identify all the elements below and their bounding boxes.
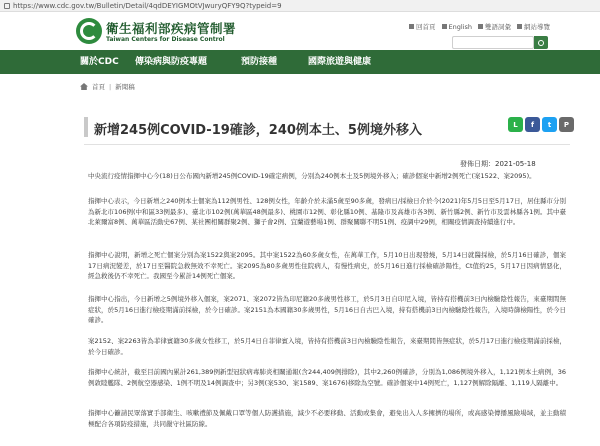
- breadcrumb: [80, 82, 135, 91]
- search-icon: [538, 40, 544, 46]
- print-icon[interactable]: P: [559, 117, 574, 132]
- breadcrumb-home[interactable]: 首頁: [92, 83, 105, 91]
- site-header: [0, 12, 600, 50]
- main-nav: [0, 50, 600, 74]
- article-paragraph: 案2152、案2263皆為菲律賓籍30多歲女性移工，於5月4日自菲律賓入境，皆持有搭機前3日內檢驗陰性報告，來臺期間皆無症狀，於5月17日進行檢疫期滿前採檢，於今日確診。: [88, 337, 566, 356]
- home-icon[interactable]: [80, 83, 88, 90]
- logo-icon[interactable]: [76, 18, 102, 44]
- nav-item-diseases[interactable]: 傳染病與防疫專題: [135, 57, 208, 67]
- line-share-icon[interactable]: L: [508, 117, 523, 132]
- top-link-sitemap[interactable]: 網站導覽: [517, 22, 550, 31]
- title-accent-bar: [84, 117, 88, 137]
- publish-date: 發佈日期：2021-05-18: [460, 160, 536, 168]
- article-paragraph: 指揮中心統計，截至目前國內累計261,389例新型冠狀病毒肺炎相關通報(含244,409例排除)，其中2,260例確診，分別為1,086例境外移入，1,121例本土病例，36例敦睦艦隊、2例航空器感染、1例不明及14例調查中；另3例(案530、案1589、案1676)移除為空號。確診個案中14例死亡，1,127例解除隔離、1,119人隔離中。: [88, 368, 566, 387]
- nav-item-vaccination[interactable]: 預防接種: [241, 57, 278, 67]
- globe-icon: [442, 24, 447, 29]
- top-link-glossary[interactable]: 雙語詞彙: [478, 22, 511, 31]
- url-text[interactable]: https://www.cdc.gov.tw/Bulletin/Detail/4qdDEYIGMOtVJwuryQFY9Q?typeid=9: [13, 1, 282, 10]
- lock-icon: [4, 3, 10, 9]
- breadcrumb-separator: |: [109, 82, 112, 91]
- search-input[interactable]: [452, 36, 534, 49]
- site-title[interactable]: 衛生福利部疾病管制署: [106, 21, 237, 36]
- top-link-english[interactable]: English: [442, 22, 472, 31]
- article-paragraph: 中央流行疫情指揮中心今(18)日公布國內新增245例COVID-19確定病例，分別為240例本土及5例境外移入；確診個案中新增2例死亡(案1522、案2095)。: [88, 172, 536, 180]
- article-paragraph: 指揮中心說明，新增之死亡個案分別為案1522與案2095。其中案1522為60多歲女性，在萬華工作，5月10日出現發燒，5月14日就醫採檢，於5月16日確診，個案17日病況變差，於17日至醫院急救無效不幸死亡。案2095為80多歲男性住院病人，有慢性病史，於5月16日進行採檢確診陽性，Ct值約25，5月17日因病情惡化，經急救後仍不幸死亡。我國至今累計14例死亡個案。: [88, 251, 566, 280]
- page-title: 新增245例COVID-19確診，240例本土、5例境外移入: [94, 123, 422, 138]
- nav-item-about[interactable]: 關於CDC: [80, 57, 119, 67]
- top-link-home[interactable]: 回首頁: [409, 22, 436, 31]
- share-buttons: [508, 117, 574, 132]
- facebook-share-icon[interactable]: f: [525, 117, 540, 132]
- article-paragraph: 指揮中心指出，今日新增之5例境外移入個案，案2071、案2072皆為印尼籍20多歲男性移工，於5月3日自印尼入境，皆持有搭機前3日內檢驗陰性報告，來臺期間無症狀，於5月16日進行檢疫期滿前採檢，於今日確診。案2151為本國籍30多歲男性，5月16日自古巴入境，持有搭機前3日內檢驗陰性報告，入境時篩檢陽性，於今日確診。: [88, 295, 566, 324]
- breadcrumb-current[interactable]: 新聞稿: [115, 83, 135, 91]
- nav-item-travel[interactable]: 國際旅遊與健康: [308, 57, 372, 67]
- home-small-icon: [409, 24, 414, 29]
- article-paragraph: 指揮中心籲請民眾落實手部衛生、咳嗽禮節及佩戴口罩等個人防護措施，減少不必要移動、活動或集會，避免出入人多擁擠的場所，或高感染傳播風險場域，並主動積極配合各項防疫措施，共同嚴守社區防線。: [88, 409, 566, 428]
- search-button[interactable]: [534, 36, 548, 49]
- site-subtitle: Taiwan Centers for Disease Control: [106, 36, 225, 43]
- twitter-share-icon[interactable]: t: [542, 117, 557, 132]
- title-divider: [84, 144, 570, 145]
- book-icon: [478, 24, 483, 29]
- article-paragraph: 指揮中心表示，今日新增之240例本土個案為112例男性、128例女性，年齡介於未滿5歲至90多歲，發病日/採檢日介於今(2021)年5月5日至5月17日，居住縣市分別為新北市106例(中和區33例最多)、臺北市102例(萬華區48例最多)、桃園市12例、彰化縣10例、基隆市及高雄市各3例、新竹縣2例、新竹市及雲林縣各1例。其中臺北萊爾富8例、萬華區活動史67例、某社團相關群聚2例、獅子會2例、宜蘭遊藝場1例、群聚關聯不明51例、疫調中29例，相關疫情調查持續進行中。: [88, 197, 566, 226]
- sitemap-icon: [517, 24, 522, 29]
- browser-url-bar[interactable]: [0, 0, 600, 12]
- top-links: [409, 22, 550, 31]
